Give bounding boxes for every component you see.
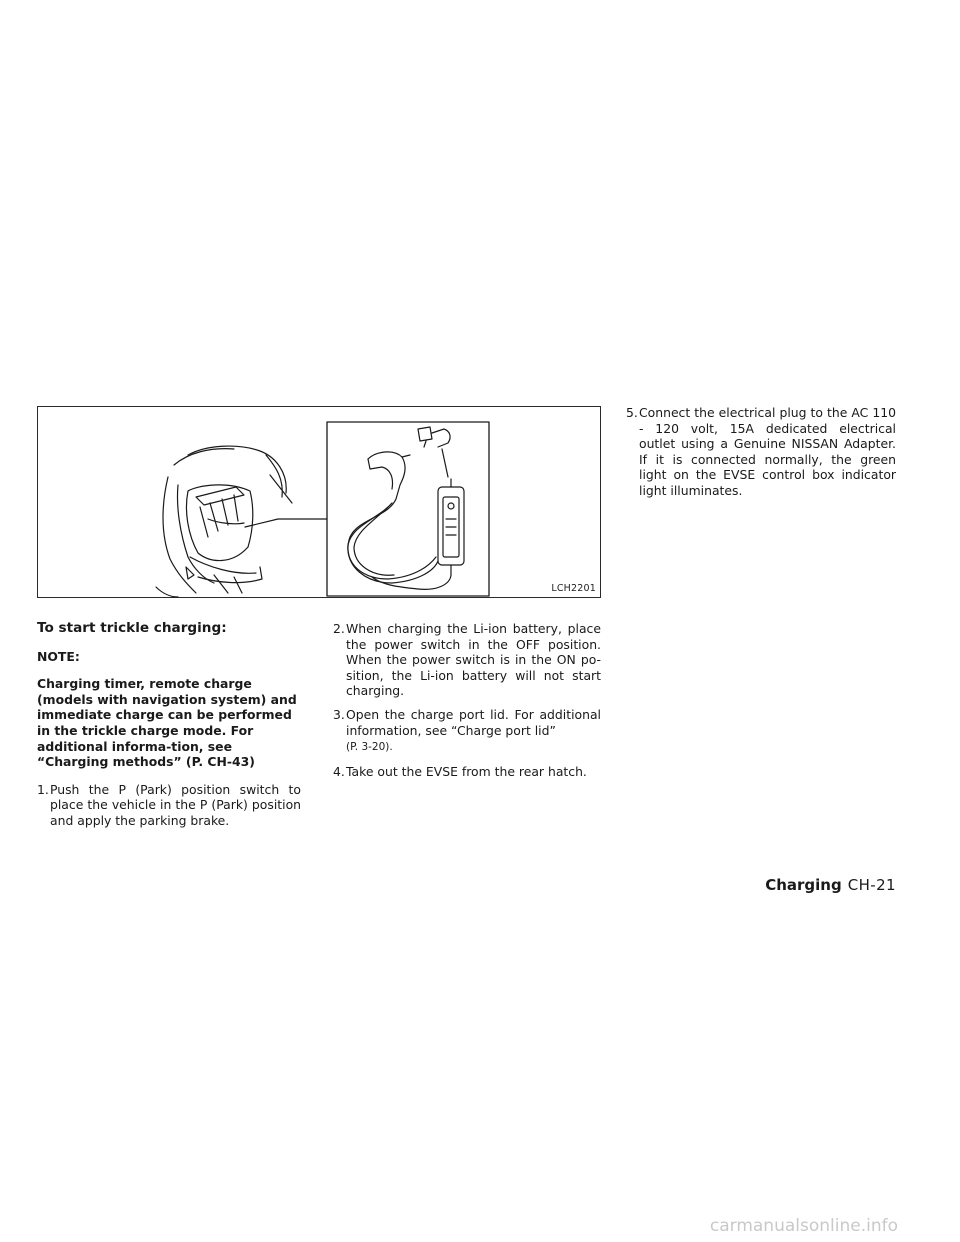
column-2 (333, 621, 601, 787)
step-1 (37, 782, 301, 829)
step-number: 4. (333, 763, 345, 779)
step-text-wrap (346, 707, 601, 756)
note-body: Charging timer, remote charge (models with navigation system) and immediate charge can be performed in the trickle charge mode. For additional informa-tion, see “Charging methods” (P. CH-43) (37, 676, 297, 770)
step-5 (626, 405, 896, 499)
step-text: Connect the electrical plug to the AC 110 - 120 volt, 15A dedicated electrical outlet using a Genuine NISSAN Adapter. If it is connected normally, the green light on the EVSE control box indicator light illuminates. (639, 405, 896, 498)
page-reference: (P. 3-20). (346, 741, 393, 754)
step-text: Push the P (Park) position switch to place the vehicle in the P (Park) position and apply the parking brake. (50, 781, 301, 828)
illustration-figure (37, 406, 601, 598)
step-text: When charging the Li-ion battery, place the power switch in the OFF position. When the power switch is in the ON po-sition, the Li-ion battery will not start charging. (346, 621, 601, 699)
leader-line (245, 519, 327, 527)
page-footer (765, 876, 896, 894)
rear-hatch-drawing (156, 446, 292, 597)
section-subheading: To start trickle charging: (37, 620, 227, 636)
column-3 (626, 405, 896, 507)
step-3 (333, 707, 601, 756)
note-heading: NOTE: (37, 648, 80, 664)
step-number: 3. (333, 706, 345, 722)
step-number: 2. (333, 621, 345, 636)
step-number: 1. (37, 781, 49, 797)
evse-illustration (38, 407, 602, 599)
figure-code: LCH2201 (551, 583, 596, 594)
step-text: Take out the EVSE from the rear hatch. (346, 763, 587, 779)
step-4 (333, 764, 601, 780)
step-text: Open the charge port lid. For additional information, see “Charge port lid” (346, 706, 601, 738)
watermark: carmanualsonline.info (709, 1216, 898, 1236)
step-2 (333, 621, 601, 699)
footer-section: Charging (765, 876, 842, 894)
step-number: 5. (626, 405, 638, 420)
page-number: CH-21 (847, 876, 896, 894)
column-1 (37, 621, 301, 837)
evse-drawing (348, 427, 464, 589)
inset-box (327, 422, 489, 596)
